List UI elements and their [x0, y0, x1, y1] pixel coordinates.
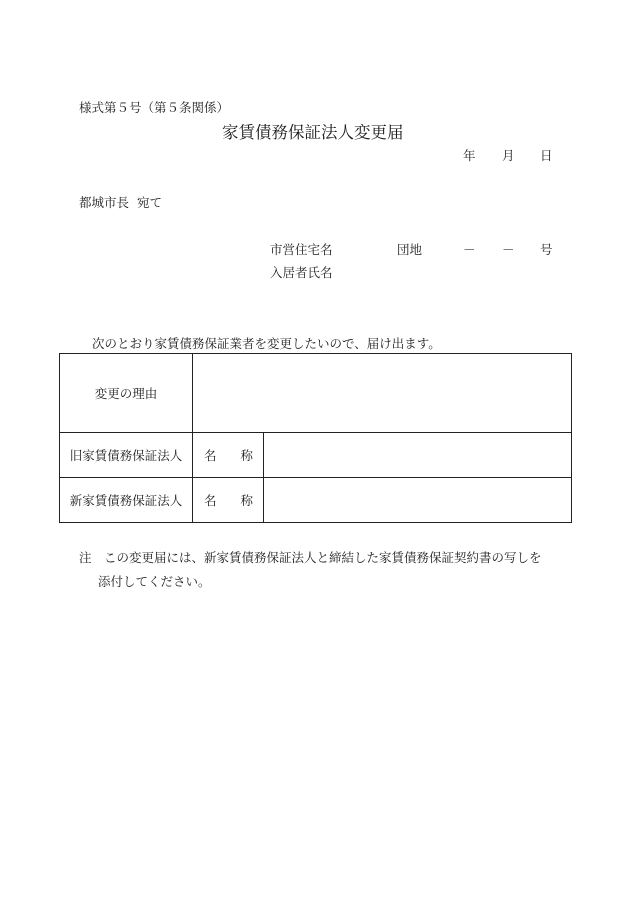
old-guarantor-name-field[interactable] [264, 433, 572, 478]
date-year-label: 年 [463, 148, 476, 163]
name-char-1: 名 [204, 448, 217, 463]
note-line-2: 添付してください。 [98, 574, 211, 589]
name-char-2: 称 [240, 448, 254, 463]
reason-label: 変更の理由 [60, 354, 193, 433]
old-guarantor-row [60, 433, 572, 478]
unit-number-label: 号 [540, 242, 553, 257]
form-number: 様式第５号（第５条関係） [79, 100, 230, 115]
reason-row [60, 354, 572, 433]
reason-field[interactable] [193, 354, 572, 433]
old-name-label [193, 433, 264, 478]
document-title: 家賃債務保証法人変更届 [222, 123, 404, 142]
new-guarantor-row [60, 478, 572, 523]
resident-name-label: 入居者氏名 [270, 265, 333, 280]
name-char-2: 称 [240, 493, 254, 508]
date-day-label: 日 [540, 148, 553, 163]
complex-label: 団地 [397, 242, 423, 257]
note-mark: 注 [79, 550, 92, 565]
new-guarantor-label: 新家賃債務保証法人 [60, 478, 193, 523]
unit-dash-2: － [502, 242, 515, 257]
change-form-table [59, 353, 572, 523]
addressee: 都城市長 宛て [79, 195, 162, 210]
new-name-label [193, 478, 264, 523]
new-guarantor-name-field[interactable] [264, 478, 572, 523]
date-month-label: 月 [502, 148, 515, 163]
name-char-1: 名 [204, 493, 217, 508]
intro-statement: 次のとおり家賃債務保証業者を変更したいので、届け出ます。 [92, 336, 441, 351]
old-guarantor-label: 旧家賃債務保証法人 [60, 433, 193, 478]
note-line-1: この変更届には、新家賃債務保証法人と締結した家賃債務保証契約書の写しを [104, 550, 542, 565]
housing-name-label: 市営住宅名 [270, 242, 333, 257]
unit-dash-1: － [463, 242, 476, 257]
